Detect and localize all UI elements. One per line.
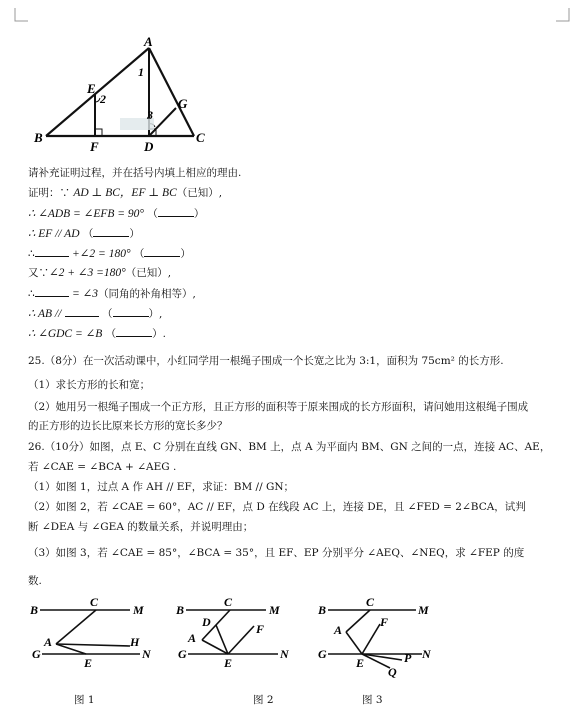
proof-blank-4[interactable] bbox=[144, 246, 180, 257]
corner-mark-top-right bbox=[556, 8, 570, 22]
q25-part-2b: 的正方形的边长比原来长方形的宽长多少？ bbox=[28, 420, 228, 432]
proof-line-5 bbox=[28, 266, 171, 280]
proof-line-8-close: ）. bbox=[152, 328, 166, 340]
f1-line-ah bbox=[56, 644, 130, 646]
label-F: F bbox=[90, 139, 99, 154]
proof-line-7-open: （ bbox=[102, 308, 113, 320]
f2-line-ef bbox=[228, 626, 254, 654]
proof-line-6-math: = ∠3 bbox=[72, 288, 99, 300]
proof-line-4-close: ） bbox=[180, 248, 191, 260]
label-B: B bbox=[34, 130, 43, 145]
f2-label-N: N bbox=[280, 647, 289, 661]
proof-line-8-math: ∴ ∠GDC = ∠B bbox=[28, 328, 103, 340]
proof-line-1 bbox=[28, 186, 222, 200]
f3-label-M: M bbox=[418, 603, 429, 617]
proof-line-6-reason: （同角的补角相等）, bbox=[98, 288, 196, 300]
figure-1 bbox=[30, 596, 165, 674]
label-C: C bbox=[196, 130, 205, 145]
angle-label-1: 1 bbox=[138, 65, 144, 79]
proof-blank-1[interactable] bbox=[158, 206, 194, 217]
proof-line-8-open: （ bbox=[105, 328, 117, 340]
label-D: D bbox=[144, 139, 154, 154]
f3-label-A: A bbox=[334, 623, 343, 637]
angle-label-3: 3 bbox=[147, 108, 153, 122]
f2-label-G: G bbox=[178, 647, 187, 661]
f3-label-F: F bbox=[380, 615, 389, 629]
label-A: A bbox=[144, 36, 153, 49]
proof-blank-2[interactable] bbox=[93, 226, 129, 237]
q26-part-1: （1）如图 1，过点 A 作 AH // EF，求证：BM // GN； bbox=[28, 481, 295, 493]
angle-label-2: 2 bbox=[100, 92, 106, 106]
proof-line-2-open: （ bbox=[147, 208, 158, 220]
proof-line-4-prefix: ∴ bbox=[28, 248, 35, 260]
corner-mark-top-left bbox=[14, 8, 28, 22]
figure-3-caption: 图 3 bbox=[362, 694, 383, 706]
f1-line-ca bbox=[56, 610, 96, 644]
f3-label-B: B bbox=[318, 603, 327, 617]
triangle-figure bbox=[28, 36, 218, 154]
q26-part-2a: （2）如图 2，若 ∠CAE = 60°，AC // EF，点 D 在线段 AC 上，连接 DE，且 ∠FED = 2∠BCA，试判 bbox=[28, 501, 526, 513]
proof-line-7-math: ∴ AB // bbox=[28, 308, 62, 320]
q26-part-2b: 断 ∠DEA 与 ∠GEA 的数量关系，并说明理由； bbox=[28, 521, 254, 533]
proof-line-2-close: ） bbox=[193, 208, 205, 220]
f3-label-N: N bbox=[422, 647, 431, 661]
f2-label-B: B bbox=[176, 603, 185, 617]
proof-line-3-close: ） bbox=[129, 228, 140, 240]
f1-line-ae bbox=[56, 644, 86, 654]
f1-label-C: C bbox=[90, 596, 99, 609]
proof-line-5-math: ∠2 + ∠3 =180° bbox=[49, 267, 126, 279]
proof-blank-7[interactable] bbox=[113, 306, 149, 317]
proof-line-2-math: ∴ ∠ADB = ∠EFB = 90° bbox=[28, 208, 145, 220]
label-E: E bbox=[87, 81, 96, 96]
proof-blank-3[interactable] bbox=[35, 246, 69, 257]
figure-2-caption: 图 2 bbox=[253, 694, 274, 706]
f3-label-Q: Q bbox=[388, 665, 397, 678]
f2-label-M: M bbox=[269, 603, 280, 617]
f2-label-E: E bbox=[224, 656, 233, 670]
figure-1-caption: 图 1 bbox=[74, 694, 95, 706]
f3-label-G: G bbox=[318, 647, 327, 661]
q25-part-2a: （2）她用另一根绳子围成一个正方形，且正方形的面积等于原来围成的长方形面积，请问她用这根绳子围成 bbox=[28, 401, 529, 413]
f2-line-ae bbox=[202, 640, 228, 654]
proof-line-5-prefix: 又∵ bbox=[28, 267, 49, 279]
proof-blank-8[interactable] bbox=[116, 326, 152, 337]
proof-line-1-prefix: 证明：∵ bbox=[28, 187, 70, 199]
f1-label-H: H bbox=[130, 635, 140, 649]
proof-line-6 bbox=[28, 286, 196, 301]
f1-label-G: G bbox=[32, 647, 41, 661]
f1-label-N: N bbox=[142, 647, 151, 661]
proof-line-7-close: ）, bbox=[148, 308, 163, 320]
f3-label-P: P bbox=[404, 651, 412, 665]
f3-label-E: E bbox=[356, 656, 365, 670]
figure-3 bbox=[316, 596, 446, 678]
proof-line-8 bbox=[28, 326, 166, 341]
f1-label-A: A bbox=[44, 635, 53, 649]
f2-label-A: A bbox=[188, 631, 197, 645]
q25-part-1: （1）求长方形的长和宽； bbox=[28, 379, 151, 391]
f2-label-F: F bbox=[256, 622, 265, 636]
proof-line-1-math: AD ⊥ BC，EF ⊥ BC bbox=[73, 187, 177, 199]
f3-label-C: C bbox=[366, 596, 375, 609]
q26-part-3a: （3）如图 3，若 ∠CAE = 85°，∠BCA = 35°，且 EF、EP 分别平分 ∠AEQ、∠NEQ，求 ∠FEP 的度 bbox=[28, 547, 525, 559]
f1-label-M: M bbox=[133, 603, 144, 617]
proof-blank-5[interactable] bbox=[35, 286, 69, 297]
proof-line-3 bbox=[28, 226, 140, 241]
proof-line-6-prefix: ∴ bbox=[28, 288, 35, 300]
proof-line-3-math: ∴ EF // AD bbox=[28, 228, 80, 240]
label-G: G bbox=[178, 96, 188, 111]
q25-head: 25.（8分）在一次活动课中，小红同学用一根绳子围成一个长宽之比为 3:1，面积为 75cm² 的长方形. bbox=[28, 355, 504, 367]
proof-line-4 bbox=[28, 246, 191, 261]
f3-line-ae bbox=[346, 632, 362, 654]
proof-blank-6[interactable] bbox=[65, 306, 99, 317]
proof-line-7 bbox=[28, 306, 162, 321]
proof-instruction: 请补充证明过程，并在括号内填上相应的理由. bbox=[28, 167, 242, 179]
f2-line-de bbox=[216, 625, 228, 654]
proof-line-4-open: （ bbox=[133, 248, 145, 260]
q26-head-2: 若 ∠CAE = ∠BCA + ∠AEG . bbox=[28, 461, 177, 473]
segment-ac bbox=[149, 48, 194, 136]
proof-line-1-reason: （已知）, bbox=[176, 187, 223, 199]
f3-line-ef bbox=[362, 624, 380, 654]
f1-label-E: E bbox=[84, 656, 93, 670]
f1-label-B: B bbox=[30, 603, 39, 617]
proof-line-3-open: （ bbox=[82, 228, 94, 240]
f2-label-D: D bbox=[202, 615, 211, 629]
f3-line-ca bbox=[346, 610, 370, 632]
proof-line-2 bbox=[28, 206, 204, 221]
f2-label-C: C bbox=[224, 596, 233, 609]
figure-2 bbox=[174, 596, 304, 674]
proof-line-4-math: +∠2 = 180° bbox=[72, 248, 131, 260]
q26-head: 26.（10分）如图，点 E、C 分别在直线 GN、BM 上，点 A 为平面内 BM、GN 之间的一点，连接 AC、AE， bbox=[28, 441, 551, 453]
q26-part-3b: 数. bbox=[28, 575, 42, 587]
proof-line-5-reason: （已知）, bbox=[125, 267, 172, 279]
